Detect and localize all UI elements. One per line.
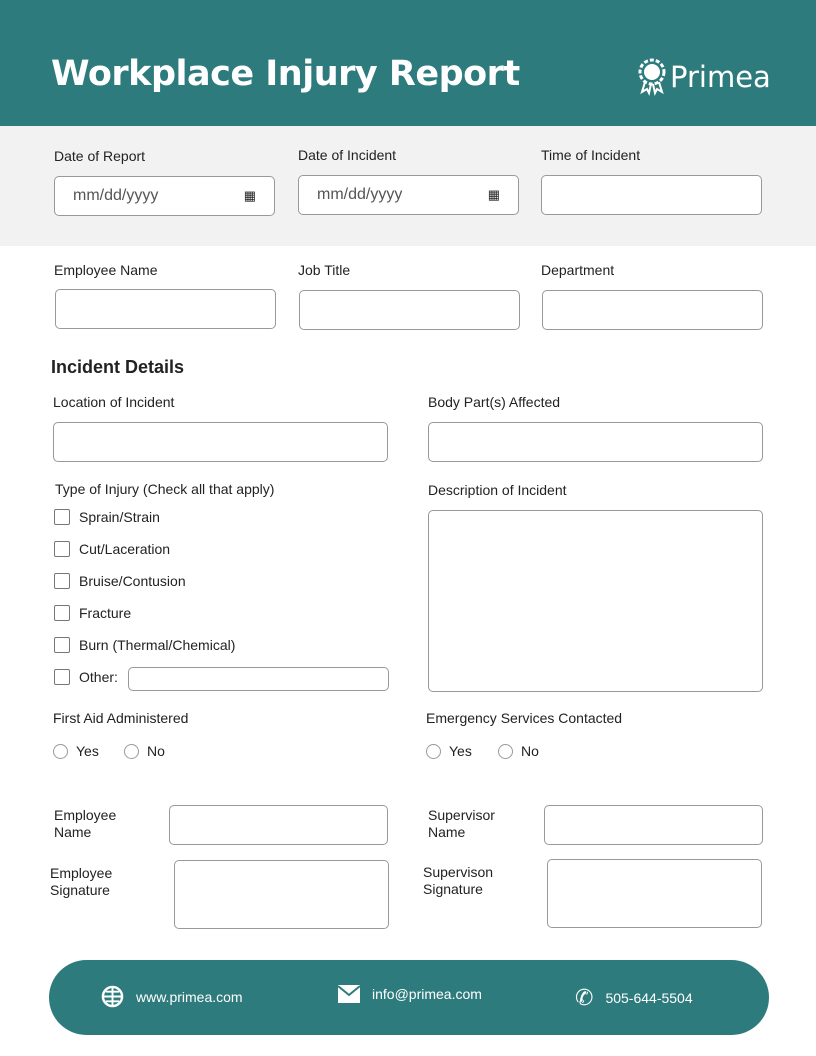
date-of-report-input[interactable] [54, 176, 275, 216]
checkbox-fracture[interactable] [54, 605, 131, 621]
radio-label: Yes [76, 743, 99, 759]
phone-icon: ✆ [575, 985, 594, 1010]
body-parts-label: Body Part(s) Affected [428, 394, 561, 410]
employee-signature-label: Employee Signature [50, 865, 113, 898]
checkbox-burn[interactable] [54, 637, 235, 653]
checkbox-label: Other: [79, 669, 118, 685]
checkbox-label: Burn (Thermal/Chemical) [79, 637, 236, 653]
department-label: Department [541, 262, 615, 278]
page-title: Workplace Injury Report [51, 54, 520, 94]
date-of-incident-input[interactable] [298, 175, 519, 215]
emergency-no-radio[interactable] [498, 743, 539, 759]
supervisor-name-label: Supervisor Name [428, 807, 495, 840]
location-label: Location of Incident [53, 394, 175, 410]
first-aid-no-radio[interactable] [124, 743, 165, 759]
checkbox-other[interactable] [54, 669, 118, 685]
employee-name-label: Employee Name [54, 262, 158, 278]
first-aid-yes-radio[interactable] [53, 743, 99, 759]
globe-icon [101, 985, 124, 1008]
email-text: info@primea.com [372, 986, 482, 1002]
date-placeholder: mm/dd/yyyy [317, 186, 403, 203]
supervisor-signature-label: Supervison Signature [423, 864, 494, 897]
supervisor-signature-box[interactable] [547, 859, 762, 928]
first-aid-label: First Aid Administered [53, 710, 189, 726]
checkbox-bruise[interactable] [54, 573, 186, 589]
emergency-yes-radio[interactable] [426, 743, 472, 759]
job-title-label: Job Title [298, 262, 351, 278]
date-of-report-label: Date of Report [54, 148, 146, 164]
description-label: Description of Incident [428, 482, 567, 498]
checkbox-label: Sprain/Strain [79, 509, 160, 525]
calendar-icon[interactable]: ▦ [243, 188, 256, 203]
checkbox-label: Fracture [79, 605, 132, 621]
sig-employee-name-input[interactable] [169, 805, 388, 845]
location-input[interactable] [53, 422, 388, 462]
employee-signature-box[interactable] [174, 860, 389, 929]
injury-type-label: Type of Injury (Check all that apply) [55, 481, 275, 497]
checkbox-cut[interactable] [54, 541, 170, 557]
sig-employee-name-label: Employee Name [54, 807, 117, 840]
date-of-incident-label: Date of Incident [298, 147, 397, 163]
department-input[interactable] [542, 290, 763, 330]
time-of-incident-input[interactable] [541, 175, 762, 215]
radio-label: No [521, 743, 539, 759]
description-textarea[interactable] [428, 510, 763, 692]
time-of-incident-label: Time of Incident [541, 147, 641, 163]
phone-text: 505-644-5504 [605, 990, 693, 1006]
job-title-input[interactable] [299, 290, 520, 330]
date-placeholder: mm/dd/yyyy [73, 187, 159, 204]
radio-label: No [147, 743, 165, 759]
incident-details-heading: Incident Details [51, 357, 185, 377]
other-injury-input[interactable] [128, 667, 389, 691]
calendar-icon[interactable]: ▦ [487, 187, 500, 202]
footer-email[interactable] [338, 985, 482, 1003]
footer-website[interactable] [101, 985, 243, 1008]
award-badge-icon [638, 58, 666, 96]
body-parts-input[interactable] [428, 422, 763, 462]
footer-phone[interactable] [575, 985, 693, 1011]
website-text: www.primea.com [136, 988, 243, 1005]
checkbox-sprain[interactable] [54, 509, 160, 525]
emergency-label: Emergency Services Contacted [426, 710, 623, 726]
brand-logo [638, 58, 771, 96]
checkbox-label: Cut/Laceration [79, 541, 171, 557]
employee-name-input[interactable] [55, 289, 276, 329]
radio-label: Yes [449, 743, 472, 759]
supervisor-name-input[interactable] [544, 805, 763, 845]
envelope-icon [338, 985, 360, 1003]
brand-name: Primea [670, 60, 771, 94]
checkbox-label: Bruise/Contusion [79, 573, 186, 589]
